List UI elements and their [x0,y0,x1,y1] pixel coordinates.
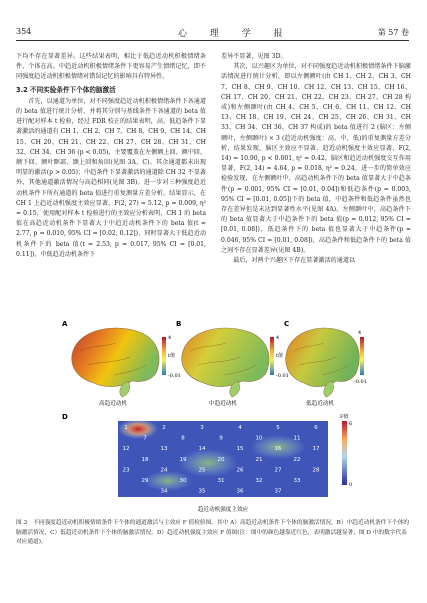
channel-label: 4 [238,425,242,431]
panel-c-label: C [284,320,290,328]
channel-label: 29 [141,478,149,484]
channel-label: 19 [179,456,187,463]
figure-canvas [58,317,370,517]
section-heading: 3.2 不同实验条件下个体的脑激活 [16,85,116,94]
paragraph: 首先，以通道为单位，对不同强度趋近动机积极情绪条件下各通道的 beta 值进行统计分析，并将其分别与基线条件下各通道的 beta 值进行配对样本 t 检验，经过 FDR 校正的结果表明，高、低趋条件下显著激活的通道有 CH 1、CH 2、CH 7、CH 8、CH 9、CH 14、CH 15、CH 20、CH 21、CH 22、CH 27、CH 28、CH 31、CH 32、CH 34、CH 36 (p < 0.05)，主要覆盖在左侧额上回、额中回、额下回、额叶眶部、颞上回和角回(见图 3A、C)。其余通道都未出现明显的激活(p > 0.05)；中趋条件下显著激活的通道除 CH 32 不显著外，其他通道激活情况与高趋相同(见图 3B)。进一步对三种强度趋近动机条件下所有通道的 beta 值进行重复测量方差分析，结果显示，在 CH 1 上趋近动机强度主效应显著，F(2, 27) = 5.12, p = 0.009, η² = 0.15，使用配对样本 t 检验进行的主效应分析表明，CH 1 的 beta 值在高趋近动机条件下显著大于中趋近动机条件下的 beta 值(t = 2.77, p = 0.010, 95% CI = [0.02, 0.12])，同时显著大于低趋近动机条件下的 beta 值(t = 2.53, p = 0.017, 95% CI = [0.01, 0.11])，中低趋近动机条件下 [16,97,206,258]
channel-label: 37 [274,488,282,495]
channel-label: 16 [274,446,282,453]
colorbar-t-b [270,337,274,375]
colorbar-min-c: -0.01 [354,379,367,385]
channel-label: 24 [160,467,168,474]
channel-label: 21 [255,456,263,463]
journal-title: 心 理 学 报 [178,29,293,39]
panel-b-caption: 中趋近动机 [209,401,237,407]
channel-label: 27 [274,467,282,474]
channel-label: 31 [217,478,225,484]
colorbar-max-c: 4 [358,330,362,336]
caption-text: 不同强度趋近动机积极情绪条件下个体的通道激活与主效应 F 值检验图。其中 A）高趋近动机条件下个体的脑激活情况，B）中趋近动机条件下个体的脑激活情况，C）低趋近动机条件下个体的脑激活情况，D）趋近动机强度主效应 F 值图(注：图中的颜色越靠近红色，表明激活越显著；图 D 中的数字代表对应通道)。 [16,520,410,546]
channel-label: 25 [198,467,206,474]
figure-3 [58,317,370,517]
figure-caption [16,519,411,548]
colorbar-max-a: 4 [168,335,172,341]
channel-label: 32 [255,478,263,484]
colorbar-t-a [162,337,166,375]
channel-label: 18 [141,456,149,463]
paragraph: 下均不存在显著差异。这些结果表明，相比于低趋近动机积极情绪条件，个体在高、中趋近动机积极情绪条件下更容易产生情绪记忆，即不同强度趋近动机积极情绪对错误记忆的影响具有特异性。 [16,53,206,81]
channel-label: 11 [293,435,301,442]
channel-label: 26 [236,467,244,474]
channel-label: 7 [143,435,147,442]
channel-label: 10 [255,435,263,442]
volume-label: 第 57 卷 [377,28,409,37]
channel-label: 34 [160,488,168,495]
channel-label: 33 [293,478,301,484]
panel-a-caption: 高趋近动机 [99,401,127,407]
colorbar-t-c [360,337,364,375]
channel-label: 20 [217,456,225,463]
paragraph: 其次，以兴趣区为单位，对不同强度趋近动机积极情绪条件下脑激活情况进行统计分析，即以左侧额叶(由 CH 1、CH 2、CH 3、CH 7、CH 8、CH 9、CH 10、CH 12、CH 13、CH 15、CH 16、CH 17、CH 20、CH 21、CH 22、CH 23、CH 27、CH 28 构成)和左侧颞叶(由 CH 4、CH 5、CH 6、CH 11、CH 12、CH 13、CH 18、CH 19、CH 24、CH 25、CH 26、CH 31、CH 33、CH 34、CH 36、CH 37 构成)的 beta 值进行 2 (脑区：左侧额叶，左侧颞叶) × 3 (趋近动机强度：高、中、低)的重复测量方差分析，结果发现，脑区主效应不显著，趋近动机强度主效应显著，F(2, 14) = 10.90, p < 0.001, η² = 0.42，脑区和趋近动机强度交互作用显著，F(2, 14) = 4.64, p = 0.018, η² = 0.24，进一步的简单效应检验发现，在左侧额叶中，高趋动机条件下的 beta 值显著大于中趋条件(p = 0.001, 95% CI = [0.01, 0.04])和低趋条件(p = 0.003, 95% CI = [0.01, 0.05])下的 beta 值，中趋条件和低趋条件虽然也存在差异但是未达到显著性水平(见图 4A)。左侧颞叶中，高趋条件下的 beta 值显著大于中趋条件下的 beta 值(p = 0.012, 95% CI = [0.01, 0.08])，低趋条件下的 beta 值也显著大于中趋条件(p = 0.046, 95% CI = [0.01, 0.08])，高趋条件和低趋条件下的 beta 值之间不存在显著差异(见图 4B)。 [221,63,411,254]
channel-label: 36 [236,488,244,495]
channel-label: 28 [312,467,320,474]
paragraph: 差异不显著，见图 3D。 [221,53,287,60]
panel-d-caption: 趋近动机强度主效应 [197,507,249,513]
colorbar-title-b: t值 [276,353,284,359]
paragraph: 最后，对两个兴趣区下存在显著激活的通道以 [233,257,356,265]
colorbar-f [342,421,347,485]
channel-label: 5 [276,425,280,431]
colorbar-f-max: 6 [349,421,353,427]
channel-label: 17 [312,446,320,453]
page-number: 354 [16,27,32,36]
colorbar-max-b: 4 [276,335,280,341]
channel-label: 23 [122,467,130,474]
colorbar-min-b: -0.01 [276,373,289,379]
channel-label: 3 [200,425,204,431]
brain-render-medium [182,328,269,397]
channel-label: 9 [219,435,223,442]
channel-label: 15 [236,446,244,453]
brain-render-low [286,328,360,397]
channel-label: 1 [124,425,128,431]
panel-b-label: B [176,320,182,328]
colorbar-f-min: 0 [349,482,353,488]
panel-c-caption: 低趋近动机 [306,401,334,407]
right-column [221,52,411,266]
channel-label: 22 [293,456,301,463]
panel-d-label: D [62,413,68,421]
channel-label: 30 [179,478,187,484]
channel-label: 35 [198,488,206,495]
page-header [16,26,409,41]
channel-label: 2 [162,425,166,431]
brain-render-high [72,328,159,397]
channel-label: 12 [122,446,130,453]
channel-label: 8 [181,435,185,442]
left-column [16,52,206,260]
channel-label: 6 [314,425,318,431]
channel-label: 13 [160,446,168,453]
colorbar-f-title: F值 [340,414,349,420]
channel-label: 14 [198,446,206,453]
panel-a-label: A [62,320,68,328]
caption-number: 图 3 [16,520,28,526]
channel-map-d [118,419,328,497]
colorbar-min-a: -0.01 [168,373,181,379]
colorbar-title-a: t值 [168,353,176,359]
